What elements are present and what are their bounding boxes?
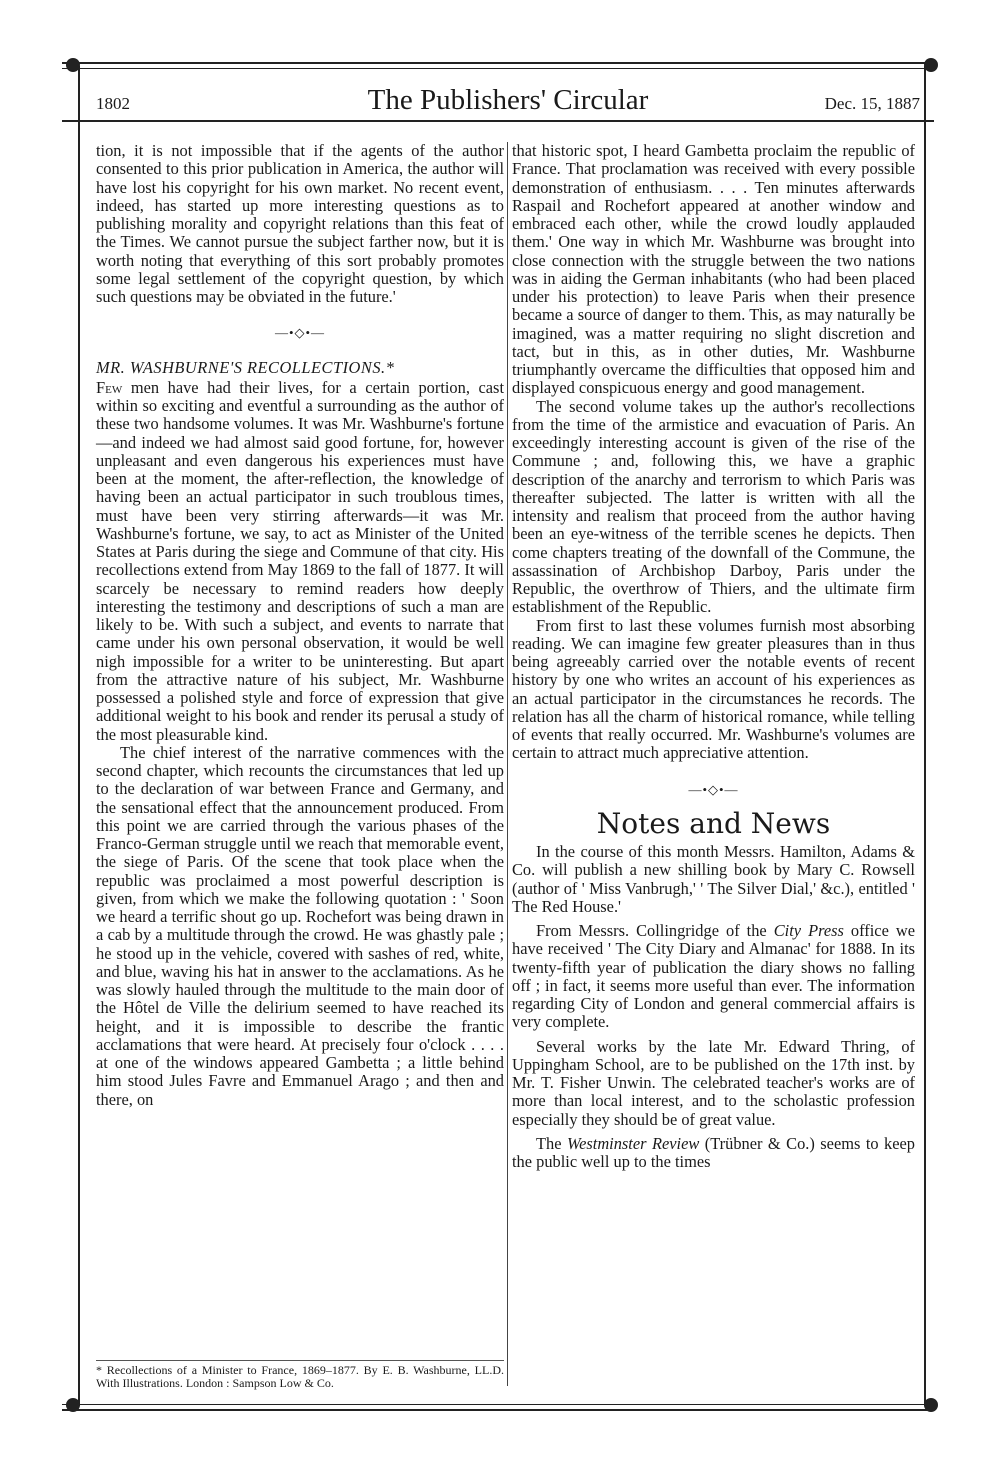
news-text: From Messrs. Collingridge of the	[536, 921, 774, 940]
corner-ornament-icon	[924, 1398, 938, 1412]
news-item: In the course of this month Messrs. Hamilton, Adams & Co. will publish a new shilling book by Mary C. Rowsell (author of ' Miss Vanbrugh,' ' The Silver Dial,' &c.), entitled ' The Red House.'	[512, 842, 915, 916]
news-text: The	[536, 1133, 567, 1153]
corner-ornament-icon	[924, 58, 938, 72]
news-item	[512, 1135, 915, 1172]
left-column	[96, 142, 504, 1109]
corner-ornament-icon	[66, 1398, 80, 1412]
corner-ornament-icon	[66, 58, 80, 72]
article-paragraph: From first to last these volumes furnish most absorbing reading. We can imagine few greater pleasures than in thus being agreeably carried over the notable events of recent history by one who writes an account of his experiences as an actual participator in the circumstances he records. The relation has all the charm of historical romance, while telling of events that really occurred. Mr. Washburne's volumes are certain to attract much appreciative attention.	[512, 615, 915, 763]
article-paragraph: The chief interest of the narrative commences with the second chapter, which recounts the circumstances that led up to the declaration of war between France and Germany, and the sensational effect that the announcement produced. From this point we are carried through the various phases of the Franco-German struggle until we reach that memorable event, the siege of Paris. Of the scene that took place when the republic was proclaimed a most powerful description is given, from which we make the following quotation : ' Soon we heard a terrific shout go up. Rochefort was being drawn in a cab by a multitude through the crowd. He was ghastly pale ; he stood up in the vehicle, covered with sashes of red, white, and blue, waving his hat in answer to the acclamations. As he was slowly hauled through the multitude to the main door of the Hôtel de Ville the delirium seemed to have reached its height, and it is impossible to describe the frantic acclamations that were heard. At precisely four o'clock . . . . at one of the windows appeared Gambetta ; a little behind him stood Jules Favre and Emmanuel Arago ; and then and there, on	[96, 742, 504, 1109]
news-text-italic: Westminster Review	[566, 1133, 700, 1153]
news-text-italic: City Press	[773, 921, 844, 940]
publication-title: The Publishers' Circular	[367, 84, 649, 116]
top-border-rule	[62, 62, 934, 69]
issue-date: Dec. 15, 1887	[824, 94, 920, 113]
header-underline-rule	[62, 120, 934, 122]
news-text: office we have received ' The City Diary and Almanac' for 1888. In its twenty-fifth year of publication the diary shows no falling off ; in fact, it seems more useful than ever. The information regarding City of London and general commercial affairs is very complete.	[512, 921, 915, 1032]
column-divider	[507, 142, 508, 1386]
news-text: (Trübner & Co.) seems to keep the public well up to the times	[512, 1133, 915, 1171]
notes-and-news-heading: Notes and News	[596, 806, 831, 840]
article-paragraph: The second volume takes up the author's recollections from the time of the armistice and evacuation of Paris. An exceedingly interesting account is given of the rise of the Commune ; and, following this, we have a graphic description of the anarchy and terrorism to which Paris was thereafter subjected. The latter is written with all the intensity and realism that proceed from the author having been an eye-witness of the terrible scenes he depicts. Then come chapters treating of the downfall of the Commune, the assassination of Archbishop Darboy, Paris under the Republic, the overthrow of Thiers, and the ultimate firm establishment of the Republic.	[512, 396, 915, 617]
right-border-rule	[924, 66, 926, 1406]
footnote: * Recollections of a Minister to France, 1869–1877. By E. B. Washburne, LL.D. With Illustrations. London : Sampson Low & Co.	[96, 1360, 504, 1390]
right-column	[512, 142, 915, 1171]
bottom-border-rule	[62, 1404, 934, 1411]
section-ornament-icon: —•◇•—	[274, 325, 326, 341]
section-ornament-icon: —•◇•—	[688, 781, 739, 797]
page-header	[96, 84, 920, 118]
page-number: 1802	[96, 94, 130, 113]
left-border-rule	[78, 66, 80, 1406]
section-title: MR. WASHBURNE'S RECOLLECTIONS.*	[96, 357, 395, 377]
article-continuation: tion, it is not impossible that if the agents of the author consented to this prior publication in America, the author will have lost his copyright for his own market. No recent event, indeed, has started up more interesting questions as to publishing morality and copyright relations than this feat of the Times. We cannot pursue the subject farther now, but it is worth noting that everything of this sort probably promotes some legal settlement of the copyright question, by which such questions may be obviated in the future.'	[96, 141, 504, 306]
news-item: Several works by the late Mr. Edward Thring, of Uppingham School, are to be published on the 17th inst. by Mr. T. Fisher Unwin. The celebrated teacher's works are of more than local interest, and to the scholastic profession especially they should be of great value.	[512, 1036, 915, 1129]
article-paragraph-text: men have had their lives, for a certain portion, cast within so exciting and eventful a surrounding as the author of these two handsome volumes. It was Mr. Washburne's fortune—and indeed we had almost said good fortune, for, however unpleasant and even dangerous his experiences must have been at the moment, the after-reflection, the knowledge of having been an actual participator in such troublous times, must have been very stirring afterwards—it was Mr. Washburne's fortune, we say, to act as Minister of the United States at Paris during the siege and Commune of that city. His recollections extend from May 1869 to the fall of 1877. It will scarcely be necessary to remind readers how deeply interesting the testimony and descriptions of such a man are likely to be. With such a subject, and events to narrate that came under his own personal observation, it would be well nigh impossible for a writer to be uninteresting. But apart from the attractive nature of his subject, Mr. Washburne possessed a polished style and force of expression that give additional weight to his book and render its perusal a study of the most pleasurable kind.	[96, 377, 504, 744]
article-paragraph	[96, 379, 504, 744]
drop-lead-word: Few	[96, 377, 123, 397]
news-item	[512, 922, 915, 1032]
article-paragraph: that historic spot, I heard Gambetta proclaim the republic of France. That proclamation was received with every possible demonstration of enthusiasm. . . . Ten minutes afterwards Raspail and Rochefort appeared at another window and embraced each other, while the crowd loudly applauded them.' One way in which Mr. Washburne was brought into close connection with the struggle between the two nations was in aiding the German inhabitants (who had been placed under his protection) to leave Paris when their presence became a source of danger to them. This, as may naturally be imagined, was a matter requiring no slight discretion and tact, but in this, as in other duties, Mr. Washburne triumphantly overcame the difficulties that opposed him and displayed conspicuous energy and good management.	[512, 141, 915, 398]
